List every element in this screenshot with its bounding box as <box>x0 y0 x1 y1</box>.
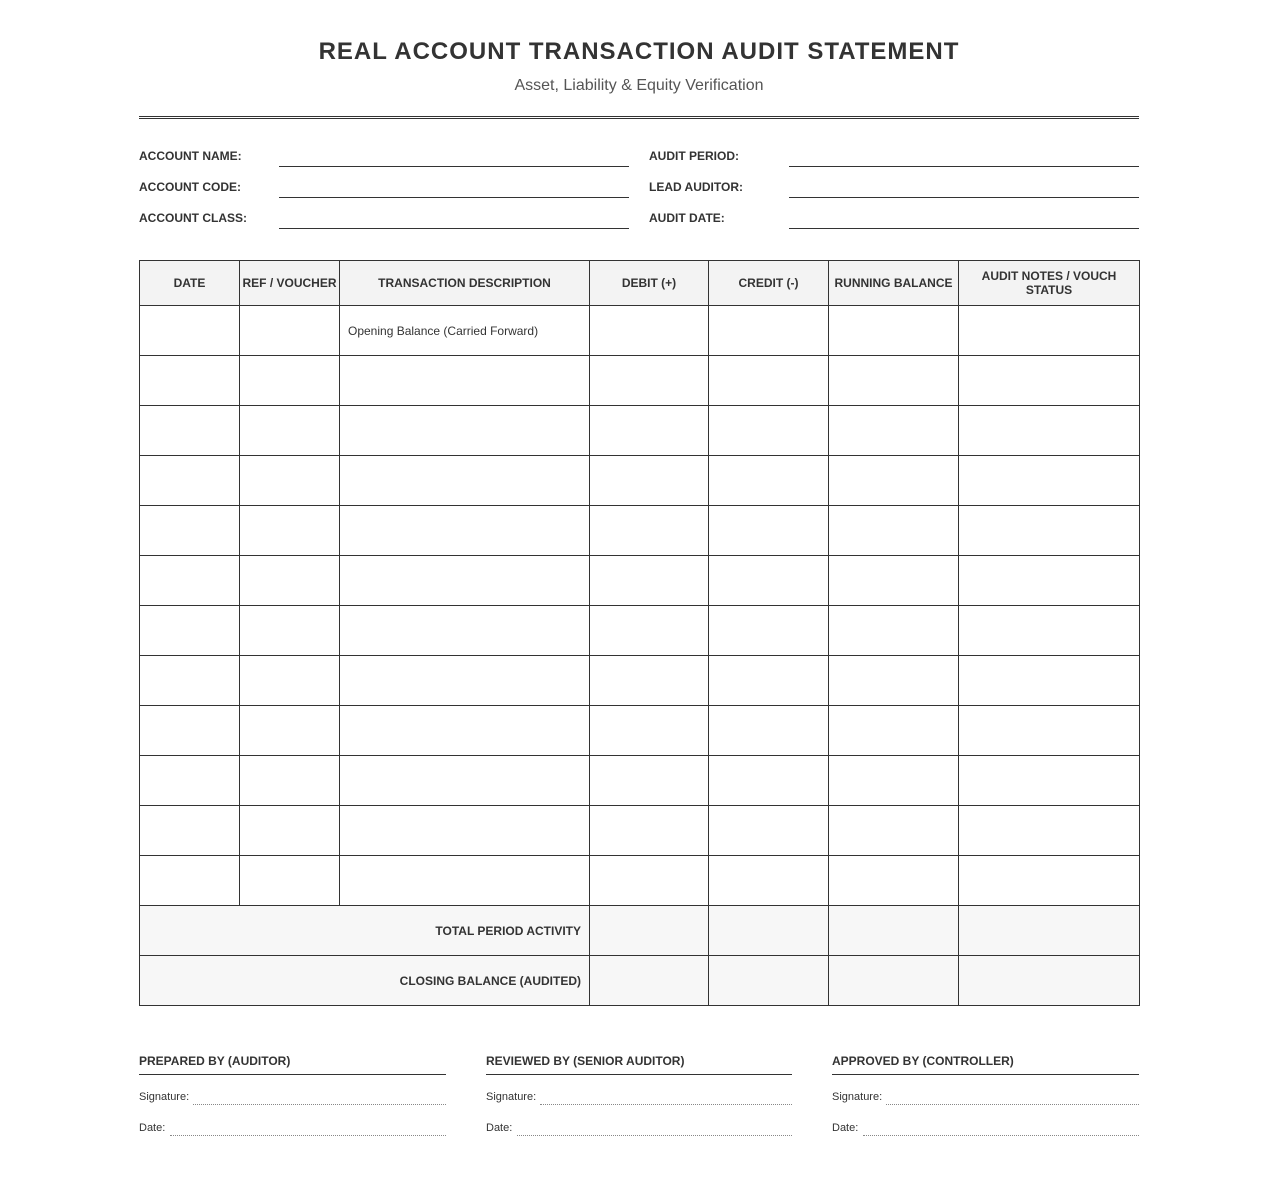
description-cell[interactable] <box>340 356 590 406</box>
account-code-label: ACCOUNT CODE: <box>139 180 241 194</box>
table-row <box>140 556 1140 606</box>
credit-cell[interactable] <box>709 606 829 656</box>
ref-cell[interactable] <box>240 506 340 556</box>
ref-cell[interactable] <box>240 606 340 656</box>
debit-cell[interactable] <box>590 456 709 506</box>
ref-cell[interactable] <box>240 456 340 506</box>
notes-cell[interactable] <box>959 706 1140 756</box>
date-cell[interactable] <box>140 606 240 656</box>
credit-cell[interactable] <box>709 856 829 906</box>
reviewed-signature-field[interactable] <box>540 1104 792 1105</box>
debit-cell[interactable] <box>590 506 709 556</box>
date-cell[interactable] <box>140 556 240 606</box>
column-header-ref-voucher: REF / VOUCHER <box>240 261 340 306</box>
table-row <box>140 756 1140 806</box>
table-row <box>140 856 1140 906</box>
credit-cell[interactable] <box>709 756 829 806</box>
account-name-field[interactable] <box>279 166 629 167</box>
description-cell[interactable] <box>340 656 590 706</box>
date-label: Date: <box>139 1122 166 1134</box>
ref-cell[interactable] <box>240 756 340 806</box>
ref-cell[interactable] <box>240 406 340 456</box>
closing-balance-label: CLOSING BALANCE (AUDITED) <box>140 956 590 1006</box>
reviewed-signature-row <box>486 1075 792 1106</box>
account-code-field[interactable] <box>279 197 629 198</box>
signature-label: Signature: <box>486 1091 537 1103</box>
table-row <box>140 706 1140 756</box>
balance-cell[interactable] <box>829 506 959 556</box>
page-subtitle: Asset, Liability & Equity Verification <box>514 77 764 94</box>
ref-cell[interactable] <box>240 856 340 906</box>
total-balance-cell[interactable] <box>829 906 959 956</box>
table-row <box>140 356 1140 406</box>
date-cell[interactable] <box>140 656 240 706</box>
notes-cell[interactable] <box>959 506 1140 556</box>
date-cell[interactable] <box>140 506 240 556</box>
approved-signature-field[interactable] <box>886 1104 1139 1105</box>
balance-cell[interactable] <box>829 456 959 506</box>
date-cell[interactable] <box>140 456 240 506</box>
audit-date-label: AUDIT DATE: <box>649 211 725 225</box>
account-class-field[interactable] <box>279 228 629 229</box>
ref-cell[interactable] <box>240 556 340 606</box>
notes-cell[interactable] <box>959 806 1140 856</box>
reviewed-date-field[interactable] <box>517 1135 792 1136</box>
reviewed-by-title: REVIEWED BY (SENIOR AUDITOR) <box>486 1054 792 1075</box>
header-divider <box>139 116 1139 119</box>
notes-cell[interactable] <box>959 406 1140 456</box>
credit-cell[interactable] <box>709 456 829 506</box>
balance-cell[interactable] <box>829 406 959 456</box>
balance-cell[interactable] <box>829 706 959 756</box>
notes-cell[interactable] <box>959 456 1140 506</box>
ref-cell[interactable] <box>240 356 340 406</box>
reviewed-by-block <box>486 1054 792 1137</box>
date-cell[interactable] <box>140 706 240 756</box>
notes-cell[interactable] <box>959 606 1140 656</box>
date-cell[interactable] <box>140 356 240 406</box>
opening-balance-description[interactable]: Opening Balance (Carried Forward) <box>340 306 590 356</box>
date-label: Date: <box>486 1122 513 1134</box>
approved-date-field[interactable] <box>863 1135 1139 1136</box>
credit-cell[interactable] <box>709 656 829 706</box>
balance-cell[interactable] <box>829 556 959 606</box>
table-row <box>140 406 1140 456</box>
balance-cell[interactable] <box>829 356 959 406</box>
credit-cell[interactable] <box>709 556 829 606</box>
lead-auditor-field[interactable] <box>789 197 1139 198</box>
balance-cell[interactable] <box>829 306 959 356</box>
approved-date-row <box>832 1106 1139 1137</box>
column-header-date: DATE <box>140 261 240 306</box>
debit-cell[interactable] <box>590 406 709 456</box>
prepared-signature-field[interactable] <box>193 1104 446 1105</box>
table-row <box>140 306 1140 356</box>
notes-cell[interactable] <box>959 856 1140 906</box>
debit-cell[interactable] <box>590 656 709 706</box>
date-cell[interactable] <box>140 306 240 356</box>
date-label: Date: <box>832 1122 859 1134</box>
table-row <box>140 656 1140 706</box>
account-name-label: ACCOUNT NAME: <box>139 149 242 163</box>
lead-auditor-label: LEAD AUDITOR: <box>649 180 743 194</box>
column-header-running-balance: RUNNING BALANCE <box>829 261 959 306</box>
total-debit-cell[interactable] <box>590 906 709 956</box>
notes-cell[interactable] <box>959 356 1140 406</box>
credit-cell[interactable] <box>709 806 829 856</box>
description-cell[interactable] <box>340 456 590 506</box>
account-class-label: ACCOUNT CLASS: <box>139 211 247 225</box>
column-header-debit: DEBIT (+) <box>590 261 709 306</box>
credit-cell[interactable] <box>709 306 829 356</box>
description-cell[interactable] <box>340 856 590 906</box>
table-row <box>140 456 1140 506</box>
debit-cell[interactable] <box>590 306 709 356</box>
debit-cell[interactable] <box>590 556 709 606</box>
description-cell[interactable] <box>340 756 590 806</box>
credit-cell[interactable] <box>709 406 829 456</box>
balance-cell[interactable] <box>829 756 959 806</box>
notes-cell[interactable] <box>959 306 1140 356</box>
prepared-date-row <box>139 1106 446 1137</box>
notes-cell[interactable] <box>959 656 1140 706</box>
table-row <box>140 506 1140 556</box>
balance-cell[interactable] <box>829 606 959 656</box>
credit-cell[interactable] <box>709 706 829 756</box>
ref-cell[interactable] <box>240 706 340 756</box>
debit-cell[interactable] <box>590 806 709 856</box>
description-cell[interactable] <box>340 556 590 606</box>
table-row <box>140 806 1140 856</box>
table-header-row <box>140 261 1140 306</box>
reviewed-date-row <box>486 1106 792 1137</box>
total-notes-cell[interactable] <box>959 906 1140 956</box>
description-cell[interactable] <box>340 506 590 556</box>
prepared-by-block <box>139 1054 446 1137</box>
column-header-audit-notes: AUDIT NOTES / VOUCH STATUS <box>959 261 1140 306</box>
debit-cell[interactable] <box>590 706 709 756</box>
total-period-activity-label: TOTAL PERIOD ACTIVITY <box>140 906 590 956</box>
description-cell[interactable] <box>340 406 590 456</box>
closing-credit-cell[interactable] <box>709 956 829 1006</box>
date-cell[interactable] <box>140 756 240 806</box>
column-header-credit: CREDIT (-) <box>709 261 829 306</box>
approved-by-block <box>832 1054 1139 1137</box>
prepared-signature-row <box>139 1075 446 1106</box>
ref-cell[interactable] <box>240 656 340 706</box>
approved-signature-row <box>832 1075 1139 1106</box>
balance-cell[interactable] <box>829 656 959 706</box>
page-title: REAL ACCOUNT TRANSACTION AUDIT STATEMENT <box>318 38 960 65</box>
date-cell[interactable] <box>140 806 240 856</box>
debit-cell[interactable] <box>590 606 709 656</box>
ref-cell[interactable] <box>240 306 340 356</box>
date-cell[interactable] <box>140 406 240 456</box>
balance-cell[interactable] <box>829 856 959 906</box>
balance-cell[interactable] <box>829 806 959 856</box>
prepared-by-title: PREPARED BY (AUDITOR) <box>139 1054 446 1075</box>
table-row <box>140 606 1140 656</box>
date-cell[interactable] <box>140 856 240 906</box>
credit-cell[interactable] <box>709 356 829 406</box>
audit-period-field[interactable] <box>789 166 1139 167</box>
audit-period-label: AUDIT PERIOD: <box>649 149 739 163</box>
signature-label: Signature: <box>832 1091 883 1103</box>
description-cell[interactable] <box>340 706 590 756</box>
total-credit-cell[interactable] <box>709 906 829 956</box>
total-period-activity-row <box>140 906 1140 956</box>
column-header-description: TRANSACTION DESCRIPTION <box>340 261 590 306</box>
debit-cell[interactable] <box>590 356 709 406</box>
notes-cell[interactable] <box>959 756 1140 806</box>
transaction-table <box>139 260 1140 1006</box>
credit-cell[interactable] <box>709 506 829 556</box>
description-cell[interactable] <box>340 606 590 656</box>
notes-cell[interactable] <box>959 556 1140 606</box>
approved-by-title: APPROVED BY (CONTROLLER) <box>832 1054 1139 1075</box>
debit-cell[interactable] <box>590 856 709 906</box>
ref-cell[interactable] <box>240 806 340 856</box>
prepared-date-field[interactable] <box>170 1135 446 1136</box>
closing-balance-cell[interactable] <box>829 956 959 1006</box>
signature-label: Signature: <box>139 1091 190 1103</box>
closing-balance-row <box>140 956 1140 1006</box>
closing-debit-cell[interactable] <box>590 956 709 1006</box>
description-cell[interactable] <box>340 806 590 856</box>
debit-cell[interactable] <box>590 756 709 806</box>
audit-date-field[interactable] <box>789 228 1139 229</box>
closing-notes-cell[interactable] <box>959 956 1140 1006</box>
